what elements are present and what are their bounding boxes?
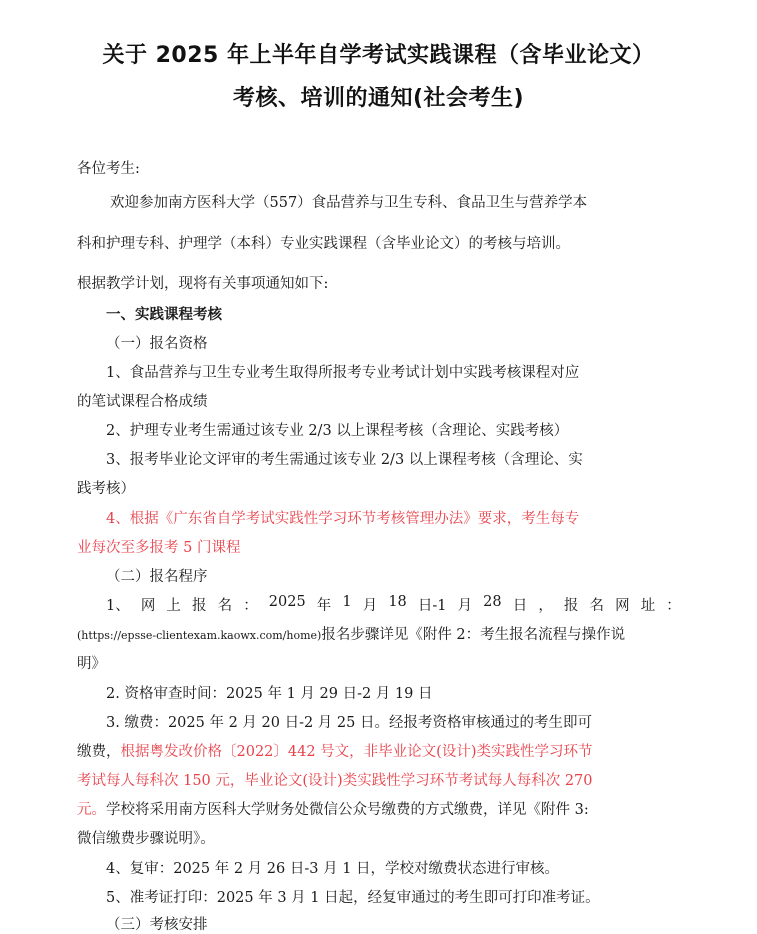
intro-line-2: 科和护理专科、护理学（本科）专业实践课程（含毕业论文）的考核与培训。 <box>77 236 570 252</box>
section-1-heading: 一、实践课程考核 <box>106 307 222 323</box>
registration-item-5: 5、准考证打印：2025 年 3 月 1 日起，经复审通过的考生即可打印准考证。 <box>106 890 600 906</box>
registration-item-1-line-3: 明》 <box>77 656 106 672</box>
intro-line-1: 欢迎参加南方医科大学（557）食品营养与卫生专科、食品卫生与营养学本 <box>110 195 588 211</box>
greeting: 各位考生: <box>77 161 140 177</box>
document-title-line-2: 考核、培训的通知(社会考生) <box>232 86 525 111</box>
registration-item-1-line-1: 1、 网 上 报 名 ： 2025 年 1 月 18 日-1 月 28 日 ， 报 名 网 址 ： <box>106 594 681 614</box>
subsection-3-heading: （三）考核安排 <box>106 917 208 933</box>
eligibility-item-1-line-1: 1、食品营养与卫生专业考生取得所报考专业考试计划中实践考核课程对应 <box>106 365 580 381</box>
subsection-1-heading: （一）报名资格 <box>106 336 208 352</box>
eligibility-item-4-line-2: 业每次至多报考 5 门课程 <box>77 540 241 556</box>
eligibility-item-2: 2、护理专业考生需通过该专业 2/3 以上课程考核（含理论、实践考核） <box>106 423 569 439</box>
registration-item-3-line-5: 微信缴费步骤说明》。 <box>77 831 215 847</box>
eligibility-item-3-line-1: 3、报考毕业论文评审的考生需通过该专业 2/3 以上课程考核（含理论、实 <box>106 452 583 468</box>
registration-item-4: 4、复审：2025 年 2 月 26 日-3 月 1 日，学校对缴费状态进行审核。 <box>106 861 560 877</box>
registration-item-3-line-1: 3. 缴费：2025 年 2 月 20 日-2 月 25 日。经报考资格审核通过的考生即可 <box>106 715 592 731</box>
registration-item-2: 2. 资格审查时间：2025 年 1 月 29 日-2 月 19 日 <box>106 686 433 702</box>
intro-line-3: 根据教学计划，现将有关事项通知如下: <box>77 276 329 292</box>
eligibility-item-1-line-2: 的笔试课程合格成绩 <box>77 394 208 410</box>
document-title-line-1: 关于 2025 年上半年自学考试实践课程（含毕业论文） <box>102 43 655 68</box>
registration-item-3-line-2: 缴费，根据粤发改价格〔2022〕442 号文，非毕业论文(设计)类实践性学习环节 <box>77 744 593 760</box>
registration-item-3-line-3: 考试每人每科次 150 元，毕业论文(设计)类实践性学习环节考试每人每科次 270 <box>77 773 593 789</box>
registration-url-link[interactable]: (https://epsse-clientexam.kaowx.com/home) <box>77 629 322 642</box>
eligibility-item-3-line-2: 践考核） <box>77 481 135 497</box>
registration-item-1-line-2: (https://epsse-clientexam.kaowx.com/home)报名步骤详见《附件 2：考生报名流程与操作说 <box>77 627 626 643</box>
registration-item-3-line-4: 元。学校将采用南方医科大学财务处微信公众号缴费的方式缴费，详见《附件 3: <box>77 802 589 818</box>
eligibility-item-4-line-1: 4、根据《广东省自学考试实践性学习环节考核管理办法》要求，考生每专 <box>106 511 580 527</box>
subsection-2-heading: （二）报名程序 <box>106 569 208 585</box>
